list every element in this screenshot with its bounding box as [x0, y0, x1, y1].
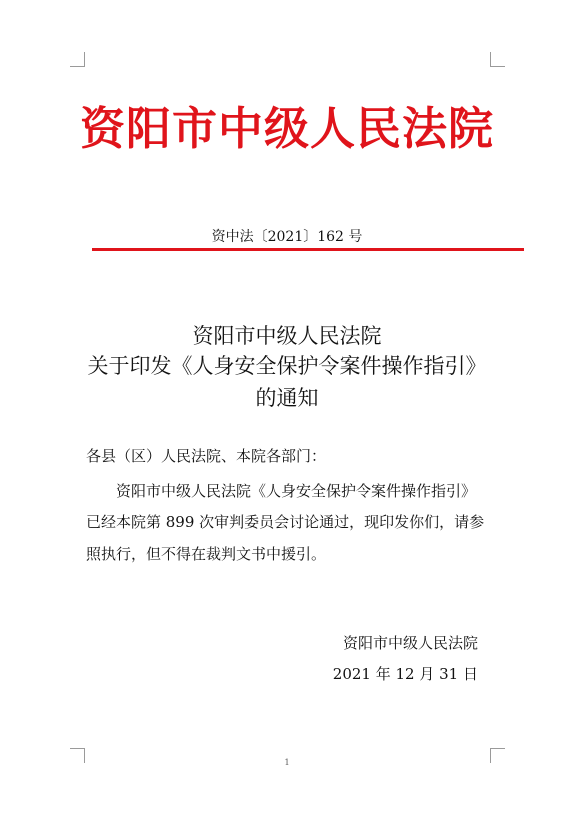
court-name-header: 资阳市中级人民法院	[79, 102, 494, 155]
notice-title-line-2: 关于印发《人身安全保护令案件操作指引》	[87, 354, 487, 378]
body-paragraph-line-3: 照执行，但不得在裁判文书中援引。	[86, 545, 327, 563]
notice-title-line-3: 的通知	[255, 386, 319, 410]
document-number: 资中法〔2021〕162 号	[211, 229, 363, 245]
signature-date: 2021 年 12 月 31 日	[332, 665, 478, 683]
signature-issuer: 资阳市中级人民法院	[342, 634, 478, 652]
crop-mark-top-right	[490, 52, 505, 67]
salutation: 各县（区）人民法院、本院各部门：	[86, 447, 327, 465]
notice-title-line-1: 资阳市中级人民法院	[192, 324, 382, 348]
body-paragraph-line-1: 资阳市中级人民法院《人身安全保护令案件操作指引》	[116, 482, 477, 500]
crop-mark-top-left	[70, 52, 85, 67]
red-separator-line	[92, 248, 524, 251]
page-number: 1	[284, 758, 290, 767]
body-paragraph-line-2: 已经本院第 899 次审判委员会讨论通过，现印发你们，请参	[86, 513, 485, 531]
